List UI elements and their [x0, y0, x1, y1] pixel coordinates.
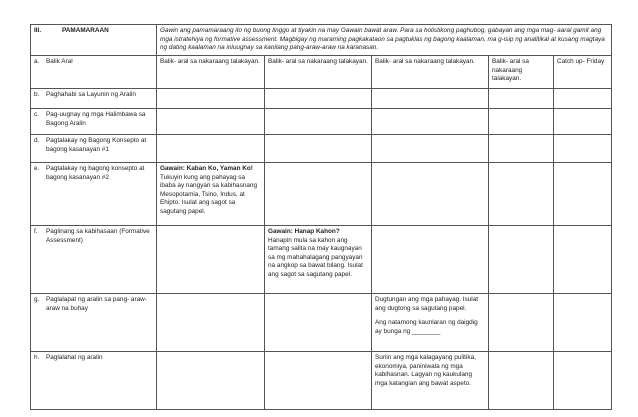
activity-instructions: Suriin ang mga kalagayang pulitika, ekonomiya, paniniwala ng mga kabihasnan. Lagyan ng kaukulang mga katangian ang bawat aspeto. [375, 353, 476, 387]
empty-cell [489, 108, 554, 134]
empty-cell [372, 88, 489, 108]
activity-title: Gawain: Hanap Kahon? [268, 227, 340, 235]
row-label-cell [31, 225, 157, 293]
empty-cell [265, 351, 372, 409]
empty-cell [554, 108, 612, 134]
activity-instructions: Dugtungan ang mga pahayag. Isulat ang dugtong sa sagutang papel. [375, 295, 479, 312]
row-pag-uugnay [31, 108, 612, 134]
day2-cell: Balik- aral sa nakaraang talakayan. [265, 55, 372, 88]
empty-cell [372, 162, 489, 225]
row-marker: g. [34, 295, 40, 303]
empty-cell [554, 88, 612, 108]
row-label-cell [31, 88, 157, 108]
row-paglalapat [31, 293, 612, 351]
empty-cell [372, 225, 489, 293]
activity-title: Gawain: Kaban Ko, Yaman Ko! [160, 164, 253, 172]
row-label-cell [31, 351, 157, 409]
procedure-table [30, 24, 612, 410]
empty-cell [372, 108, 489, 134]
row-marker: e. [34, 164, 40, 172]
activity-cell [372, 293, 489, 351]
activity-prompt: Ang natamong kaunlaran ng daigdig ay bunga ng ________ [375, 319, 478, 335]
row-label-cell [31, 293, 157, 351]
empty-cell [372, 134, 489, 162]
row-label-cell [31, 108, 157, 134]
section-title: PAMAMARAAN [62, 27, 109, 34]
row-label: Paglinang sa kabihasaan (Formative Assessment) [46, 227, 150, 244]
row-paghahabi [31, 88, 612, 108]
row-marker: f. [34, 227, 38, 235]
row-label: Paglalapat ng aralin sa pang- araw- araw na buhay [46, 295, 147, 312]
empty-cell [489, 88, 554, 108]
day4-cell: Balik- aral sa nakaraang talakayan. [489, 55, 554, 88]
empty-cell [157, 108, 265, 134]
section-number: III. [34, 27, 42, 34]
day3-cell: Balik- aral sa nakaraang talakayan. [372, 55, 489, 88]
empty-cell [554, 162, 612, 225]
empty-cell [489, 134, 554, 162]
row-pagtalakay-2 [31, 162, 612, 225]
empty-cell [489, 351, 554, 409]
empty-cell [265, 293, 372, 351]
row-balik-aral [31, 55, 612, 88]
day5-cell: Catch up- Friday [554, 55, 612, 88]
activity-cell [265, 225, 372, 293]
row-label: Paglalahat ng aralin [46, 353, 103, 361]
empty-cell [265, 134, 372, 162]
empty-cell [489, 225, 554, 293]
empty-cell [554, 134, 612, 162]
row-marker: a. [34, 57, 40, 65]
empty-cell [157, 134, 265, 162]
empty-cell [265, 162, 372, 225]
row-label: Pagtalakay ng bagong konsepto at bagong kasanayan #2 [46, 164, 145, 181]
day1-cell: Balik- aral sa nakaraang talakayan. [157, 55, 265, 88]
activity-instructions: Hanapin mula sa kahon ang tamang salita na may kaugnayan sa mg mahahalagang pangyayari na angkop sa bawat bilang. Isulat ang sagot sa sagutang papel. [268, 236, 363, 279]
row-paglalahat [31, 351, 612, 409]
activity-cell [372, 351, 489, 409]
row-label-cell [31, 162, 157, 225]
activity-instructions: Tukuyin kung ang pahayag sa ibaba ay nangyari sa kabihasnang Mesopotamia, Tsino, Indus, at Ehipto. Isulat ang sagot sa sagutang papel. [160, 173, 257, 216]
row-label: Pagtalakay ng Bagong Konsepto at bagong kasanayan #1 [46, 136, 147, 153]
row-label-cell [31, 55, 157, 88]
empty-cell [157, 293, 265, 351]
row-label: Paghahabi sa Layunin ng Aralin [46, 90, 136, 98]
empty-cell [157, 88, 265, 108]
row-pagtalakay-1 [31, 134, 612, 162]
row-paglinang [31, 225, 612, 293]
empty-cell [157, 225, 265, 293]
empty-cell [489, 162, 554, 225]
empty-cell [554, 293, 612, 351]
activity-cell [157, 162, 265, 225]
row-marker: d. [34, 136, 40, 144]
row-label: Pag-uugnay ng mga Halimbawa sa Bagong Aralin [46, 110, 146, 127]
row-label-cell [31, 134, 157, 162]
row-label: Balik Aral [46, 57, 73, 65]
empty-cell [265, 108, 372, 134]
row-marker: h. [34, 353, 40, 361]
empty-cell [265, 88, 372, 108]
row-marker: b. [34, 90, 40, 98]
header-row [31, 25, 612, 56]
empty-cell [157, 351, 265, 409]
empty-cell [554, 351, 612, 409]
section-heading [31, 25, 157, 56]
row-marker: c. [34, 110, 39, 118]
section-intro: Gawin ang pamamaraang ito ng buong linggo at tiyakin na may Gawain bawat araw. Para sa holistikong paghubog, gabayan ang mga mag- aaral gamit ang mga istratehiya ng formative assessment. Magbigay ng maraming pagkakataon sa pagtuklas ng bagong kaalaman, ma g-isip ng analitikal at kusang magtaya ng dating kaalaman na iniuugnay sa kanilang pang-araw-araw na karanasan. [157, 25, 612, 56]
empty-cell [554, 225, 612, 293]
empty-cell [489, 293, 554, 351]
